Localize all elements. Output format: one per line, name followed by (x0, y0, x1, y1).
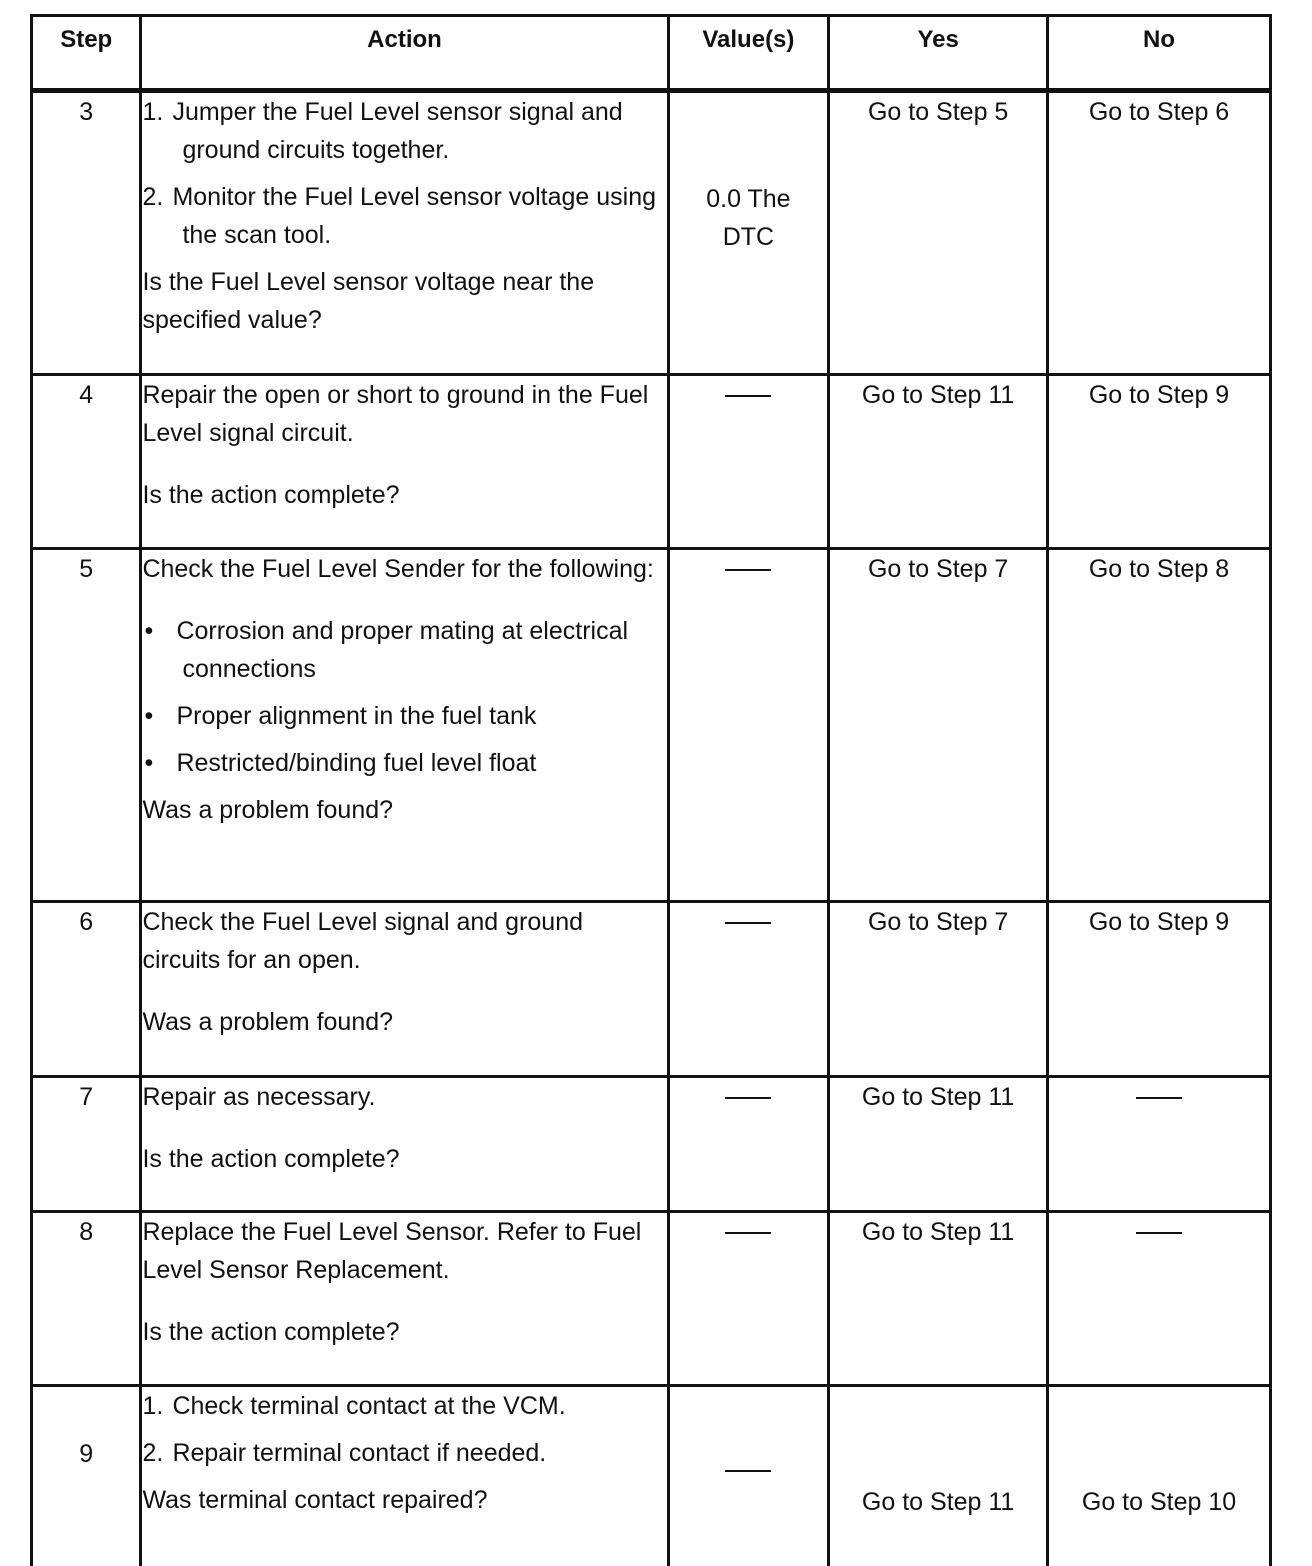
table-row-step-6 (32, 902, 1271, 1077)
empty-result-dash (1136, 1232, 1182, 1234)
numbered-item-text: Repair terminal contact if needed. (172, 1439, 547, 1467)
header-no: No (1048, 16, 1271, 91)
yes-result: Go to Step 11 (829, 375, 1048, 549)
value-cell (668, 1077, 829, 1212)
empty-value-dash (725, 569, 771, 571)
action-cell (141, 1386, 668, 1566)
action-cell (141, 549, 668, 902)
step-number: 4 (32, 375, 141, 549)
diagnostic-table-page (30, 14, 1272, 1566)
numbered-item: 1. Check terminal contact at the VCM. (142, 1392, 566, 1420)
action-text: Check the Fuel Level signal and ground circuits for an open. (142, 908, 584, 974)
header-values: Value(s) (668, 16, 829, 91)
value-cell (668, 375, 829, 549)
numbered-item-text: Check terminal contact at the VCM. (172, 1392, 566, 1420)
empty-value-dash (725, 1470, 771, 1472)
no-result: Go to Step 10 (1048, 1386, 1271, 1566)
numbered-item-text: Jumper the Fuel Level sensor signal and ground circuits together. (172, 98, 623, 164)
step-number: 3 (32, 91, 141, 375)
action-text: Check the Fuel Level Sender for the following: (142, 555, 654, 583)
value-cell (668, 1386, 829, 1566)
yes-result: Go to Step 7 (829, 549, 1048, 902)
table-row-step-7 (32, 1077, 1271, 1212)
table-row-step-5 (32, 549, 1271, 902)
bullet-item: • Proper alignment in the fuel tank (144, 702, 537, 730)
action-text: Repair as necessary. (142, 1083, 376, 1111)
numbered-item: 2. Repair terminal contact if needed. (142, 1439, 547, 1467)
action-text: Replace the Fuel Level Sensor. Refer to Fuel Level Sensor Replacement. (142, 1218, 642, 1284)
action-question: Is the action complete? (142, 1145, 400, 1173)
action-question: Is the action complete? (142, 481, 400, 509)
step-number: 7 (32, 1077, 141, 1212)
action-cell (141, 902, 668, 1077)
table-row-step-9 (32, 1386, 1271, 1566)
action-question: Was terminal contact repaired? (142, 1486, 488, 1514)
empty-value-dash (725, 395, 771, 397)
no-result (1048, 1212, 1271, 1386)
empty-value-dash (725, 1232, 771, 1234)
yes-result: Go to Step 7 (829, 902, 1048, 1077)
step-number: 9 (32, 1386, 141, 1566)
no-result (1048, 1077, 1271, 1212)
action-question: Is the action complete? (142, 1318, 400, 1346)
value-cell: 0.0 The DTC (668, 91, 829, 375)
step-number: 5 (32, 549, 141, 902)
bullet-item-text: Proper alignment in the fuel tank (176, 702, 537, 730)
no-result: Go to Step 9 (1048, 375, 1271, 549)
table-row-step-4 (32, 375, 1271, 549)
value-cell (668, 1212, 829, 1386)
numbered-item-text: Monitor the Fuel Level sensor voltage using the scan tool. (172, 183, 657, 249)
action-question: Was a problem found? (142, 796, 394, 824)
bullet-item: • Restricted/binding fuel level float (144, 749, 537, 777)
action-cell (141, 91, 668, 375)
step-number: 8 (32, 1212, 141, 1386)
empty-result-dash (1136, 1097, 1182, 1099)
no-result: Go to Step 8 (1048, 549, 1271, 902)
action-cell (141, 1077, 668, 1212)
action-cell (141, 375, 668, 549)
header-yes: Yes (829, 16, 1048, 91)
header-action: Action (141, 16, 668, 91)
no-result: Go to Step 6 (1048, 91, 1271, 375)
value-cell (668, 902, 829, 1077)
diagnostic-table (30, 14, 1272, 1566)
table-row-step-8 (32, 1212, 1271, 1386)
header-row (32, 16, 1271, 91)
action-question: Was a problem found? (142, 1008, 394, 1036)
yes-result: Go to Step 11 (829, 1212, 1048, 1386)
value-cell (668, 549, 829, 902)
no-result: Go to Step 9 (1048, 902, 1271, 1077)
yes-result: Go to Step 5 (829, 91, 1048, 375)
empty-value-dash (725, 922, 771, 924)
numbered-item: 2. Monitor the Fuel Level sensor voltage using the scan tool. (142, 183, 657, 249)
step-number: 6 (32, 902, 141, 1077)
table-row-step-3 (32, 91, 1271, 375)
yes-result: Go to Step 11 (829, 1077, 1048, 1212)
yes-result: Go to Step 11 (829, 1386, 1048, 1566)
action-cell (141, 1212, 668, 1386)
bullet-item-text: Restricted/binding fuel level float (176, 749, 537, 777)
bullet-item-text: Corrosion and proper mating at electrical connections (176, 617, 629, 683)
bullet-item: • Corrosion and proper mating at electrical connections (144, 617, 629, 683)
numbered-item: 1. Jumper the Fuel Level sensor signal and ground circuits together. (142, 98, 623, 164)
action-text: Repair the open or short to ground in the Fuel Level signal circuit. (142, 381, 649, 447)
action-question: Is the Fuel Level sensor voltage near the specified value? (142, 268, 595, 334)
header-step: Step (32, 16, 141, 91)
empty-value-dash (725, 1097, 771, 1099)
